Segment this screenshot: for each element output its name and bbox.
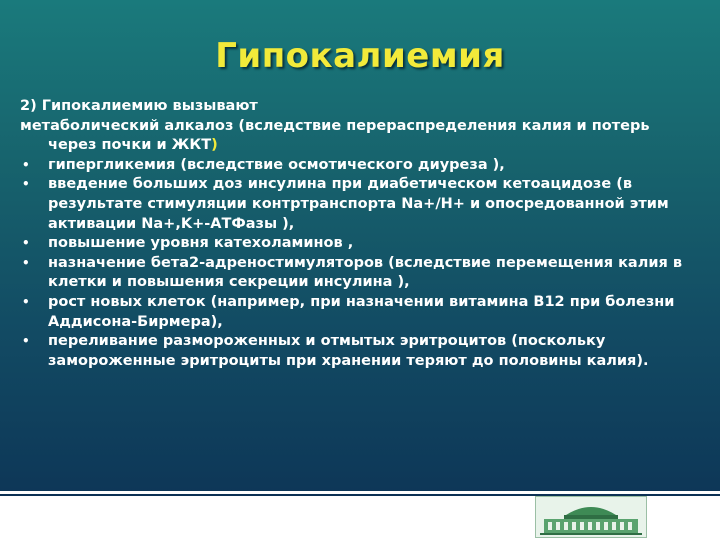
bullet-icon: • xyxy=(22,157,30,172)
intro-line: 2) Гипокалиемию вызывают xyxy=(20,98,258,114)
slide-title: Гипокалиемия xyxy=(215,36,505,76)
bullet-icon: • xyxy=(22,294,30,309)
list-item-text: повышение уровня катехоламинов , xyxy=(48,235,354,252)
list-item xyxy=(20,156,700,176)
bullet-icon: • xyxy=(22,236,30,251)
main-cause-text: метаболический алкалоз (вследствие перераспределения калия и потерь через почки и ЖКТ xyxy=(20,117,650,154)
list-item xyxy=(20,234,700,254)
list-item-text: введение больших доз инсулина при диабетическом кетоацидозе (в результате стимуляции контртранспорта Na+/H+ и опосредованной этим активации Na+,K+-АТФазы ), xyxy=(48,176,669,232)
cause-list xyxy=(20,156,700,372)
list-item xyxy=(20,175,700,234)
main-cause-close: ) xyxy=(211,137,218,154)
list-item xyxy=(20,254,700,293)
slide-body xyxy=(20,97,700,371)
main-cause xyxy=(20,117,700,156)
list-item-text: рост новых клеток (например, при назначении витамина B12 при болезни Аддисона-Бирмера), xyxy=(48,293,675,330)
bullet-icon: • xyxy=(22,255,30,270)
list-item xyxy=(20,293,700,332)
list-item-text: переливание размороженных и отмытых эритроцитов (поскольку замороженные эритроциты при хранении теряют до половины калия). xyxy=(48,333,649,369)
list-item-text: назначение бета2-адреностимуляторов (вследствие перемещения калия в клетки и повышения секреции инсулина ), xyxy=(48,254,683,291)
building-logo-icon xyxy=(535,496,647,538)
bullet-icon: • xyxy=(22,334,30,349)
bullet-icon: • xyxy=(22,177,30,192)
list-item-text: гипергликемия (вследствие осмотического диуреза ), xyxy=(48,156,505,173)
list-item xyxy=(20,332,700,371)
